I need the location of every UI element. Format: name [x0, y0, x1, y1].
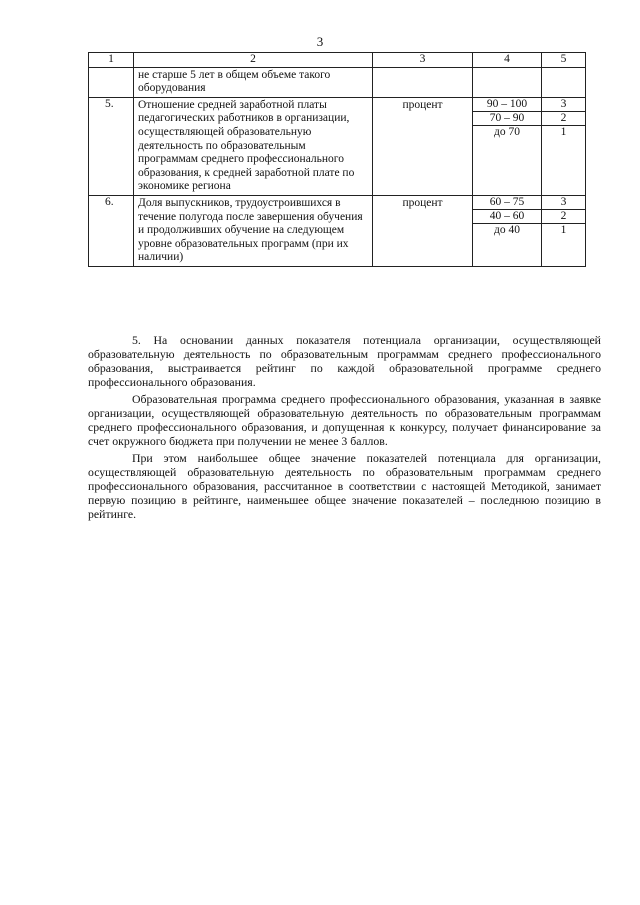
- header-col-4: 4: [473, 53, 542, 68]
- continuation-text: не старше 5 лет в общем объеме такого оборудования: [134, 67, 373, 97]
- points-value: 1: [560, 125, 567, 138]
- row-number: 5.: [89, 97, 134, 195]
- unit: процент: [373, 195, 473, 266]
- range-value: 40 – 60: [473, 210, 541, 224]
- header-col-2: 2: [134, 53, 373, 68]
- range-value: 90 – 100: [473, 98, 541, 112]
- cell-empty: [373, 67, 473, 97]
- points: [542, 195, 586, 266]
- points-value: 1: [560, 223, 567, 236]
- header-col-1: 1: [89, 53, 134, 68]
- value-ranges: [473, 195, 542, 266]
- body-text: [88, 333, 601, 524]
- paragraph: Образовательная программа среднего профессионального образования, указанная в заявке организации, осуществляющей образовательную деятельность по образовательным программам среднего профессионального образования, и допущенная к конкурсу, получает финансирование за счет окружного бюджета при получении не менее 3 баллов.: [88, 392, 601, 448]
- indicator-name: Доля выпускников, трудоустроившихся в течение полугода после завершения обучения и продолживших обучение на следующем уровне образовательных программ (при их наличии): [134, 195, 373, 266]
- value-ranges: [473, 97, 542, 195]
- row-number: 6.: [89, 195, 134, 266]
- header-col-3: 3: [373, 53, 473, 68]
- cell-empty: [542, 67, 586, 97]
- table-row-6: [89, 195, 586, 266]
- cell-empty: [473, 67, 542, 97]
- table-header-row: [89, 53, 586, 68]
- criteria-table: [88, 52, 586, 267]
- unit: процент: [373, 97, 473, 195]
- range-value: 70 – 90: [473, 112, 541, 126]
- points-value: 3: [542, 98, 585, 112]
- points-value: 2: [542, 210, 585, 224]
- points: [542, 97, 586, 195]
- indicator-name: Отношение средней заработной платы педагогических работников в организации, осуществляющей образовательную деятельность по образовательным программам среднего профессионального образования, к средней заработной плате по экономике региона: [134, 97, 373, 195]
- cell-empty: [89, 67, 134, 97]
- table-row-5: [89, 97, 586, 195]
- range-value: 60 – 75: [473, 196, 541, 210]
- points-value: 2: [542, 112, 585, 126]
- table-row-continuation: [89, 67, 586, 97]
- range-value: до 40: [494, 223, 520, 236]
- header-col-5: 5: [542, 53, 586, 68]
- range-value: до 70: [494, 125, 520, 138]
- paragraph: При этом наибольшее общее значение показателей потенциала для организации, осуществляющей образовательную деятельность по образовательным программам среднего профессионального образования, рассчитанное в соответствии с настоящей Методикой, занимает первую позицию в рейтинге, наименьшее общее значение показателей – последнюю позицию в рейтинге.: [88, 451, 601, 521]
- paragraph: 5. На основании данных показателя потенциала организации, осуществляющей образовательную деятельность по образовательным программам среднего профессионального образования, выстраивается рейтинг по каждой образовательной программе среднего профессионального образования.: [88, 333, 601, 389]
- points-value: 3: [542, 196, 585, 210]
- page-number: 3: [316, 34, 324, 49]
